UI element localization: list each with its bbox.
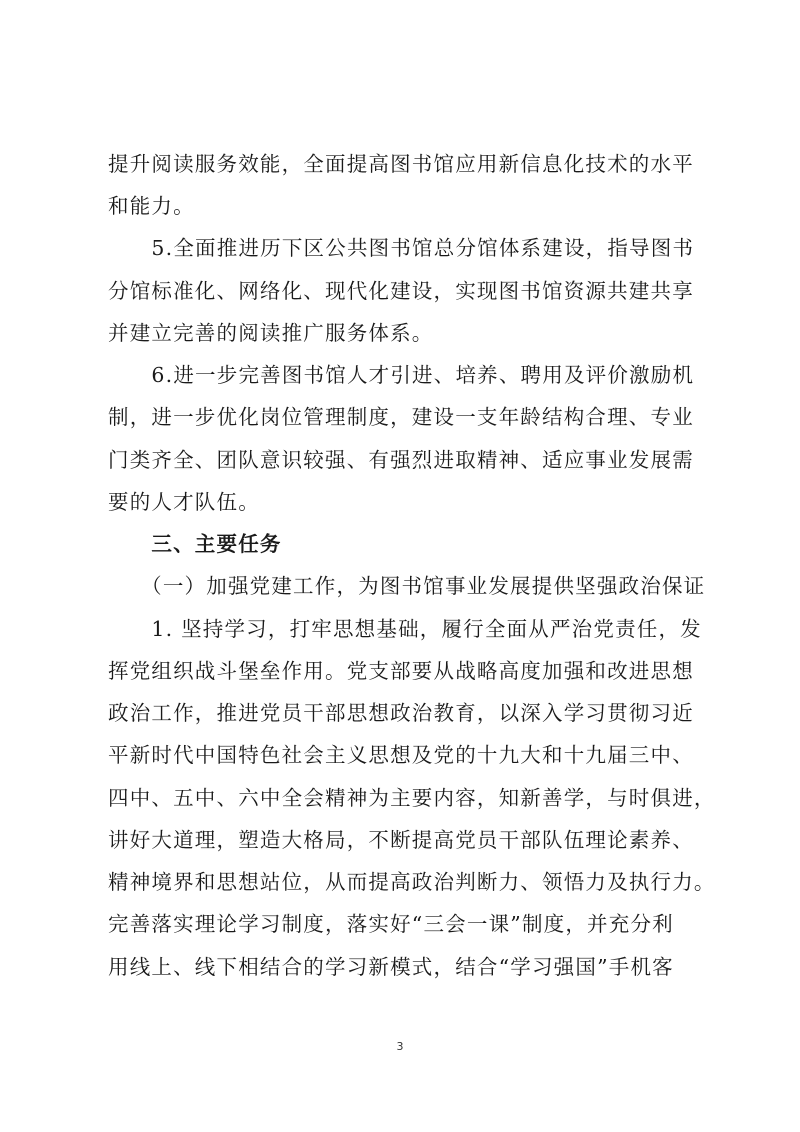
body-text-line: 1. 坚持学习，打牢思想基础，履行全面从严治党责任，发 [108, 617, 702, 641]
subsection-heading: （一）加强党建工作，为图书馆事业发展提供坚强政治保证 [108, 574, 706, 598]
body-text-line: 分馆标准化、网络化、现代化建设，实现图书馆资源共建共享 [108, 279, 694, 303]
body-text-line: 挥党组织战斗堡垒作用。党支部要从战略高度加强和改进思想 [108, 659, 694, 683]
body-text-line: 提升阅读服务效能，全面提高图书馆应用新信息化技术的水平 [108, 152, 694, 176]
body-text-line: 门类齐全、团队意识较强、有强烈进取精神、适应事业发展需 [108, 448, 694, 472]
body-text-line: 政治工作，推进党员干部思想政治教育，以深入学习贯彻习近 [108, 701, 694, 725]
body-text-line: 要的人才队伍。 [108, 490, 260, 514]
body-text-line: 精神境界和思想站位，从而提高政治判断力、领悟力及执行力。 [108, 870, 716, 894]
body-text-line: 完善落实理论学习制度，落实好“三会一课”制度，并充分利 [108, 912, 674, 936]
body-text-line: 讲好大道理，塑造大格局，不断提高党员干部队伍理论素养、 [108, 828, 694, 852]
body-text-line: 制，进一步优化岗位管理制度，建设一支年龄结构合理、专业 [108, 405, 694, 429]
section-heading: 三、主要任务 [108, 532, 282, 556]
body-text-line: 四中、五中、六中全会精神为主要内容，知新善学，与时俱进， [108, 786, 716, 810]
body-text-line: 平新时代中国特色社会主义思想及党的十九大和十九届三中、 [108, 743, 694, 767]
body-text-line: 5.全面推进历下区公共图书馆总分馆体系建设，指导图书 [108, 236, 695, 260]
body-text-line: 并建立完善的阅读推广服务体系。 [108, 321, 434, 345]
body-text-line: 用线上、线下相结合的学习新模式，结合“学习强国”手机客 [108, 955, 674, 979]
body-text-line: 6.进一步完善图书馆人才引进、培养、聘用及评价激励机 [108, 363, 695, 387]
body-text-line: 和能力。 [108, 194, 195, 218]
page-number: 3 [396, 1040, 404, 1053]
